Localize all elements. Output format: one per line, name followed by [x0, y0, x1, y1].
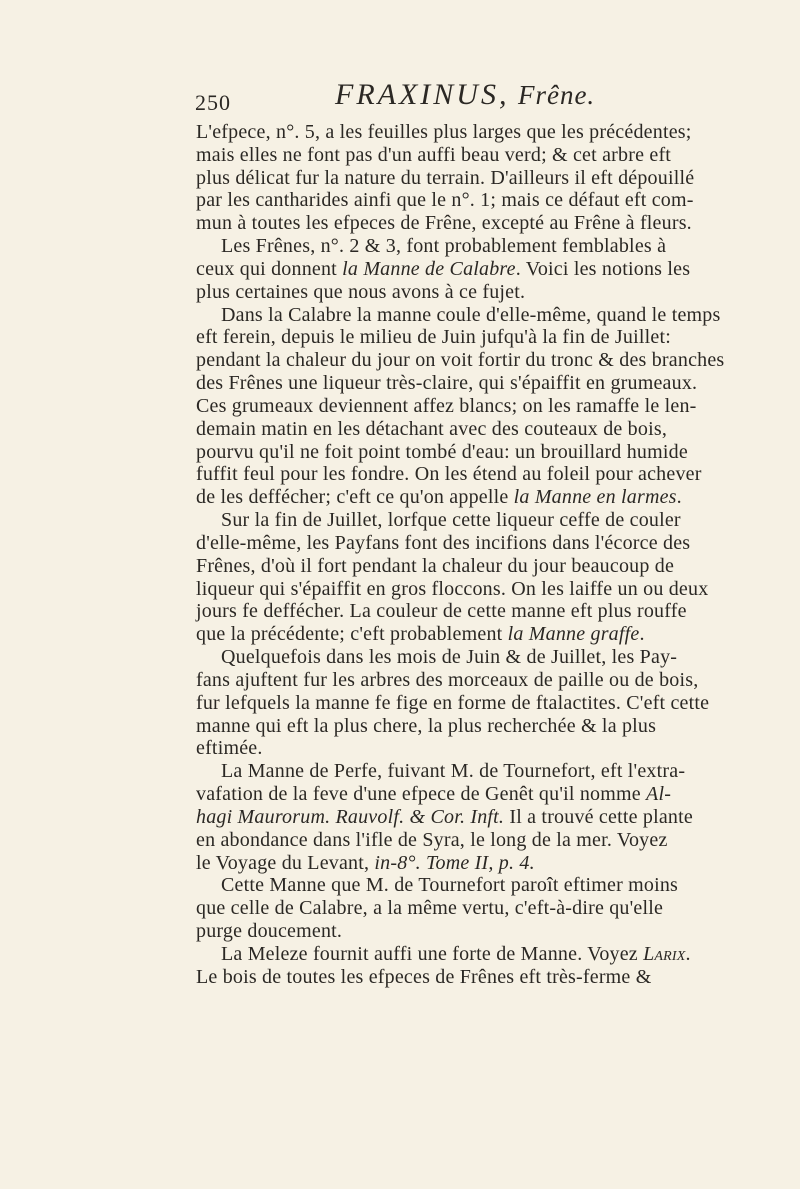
- italic-segment: la Manne graffe: [507, 623, 640, 646]
- text-line: plus certaines que nous avons à ce fujet.: [196, 280, 526, 303]
- text-line: Le bois de toutes les efpeces de Frênes eft très-ferme &: [196, 965, 652, 988]
- text-line: d'elle-même, les Payfans font des incifions dans l'écorce des: [196, 531, 691, 554]
- line-segment: La Meleze fournit auffi une forte de Manne. Voyez: [221, 942, 644, 965]
- text-line: manne qui eft la plus chere, la plus recherchée & la plus: [196, 714, 657, 737]
- text-line-with-smallcaps: [196, 943, 800, 966]
- body-text: [196, 121, 800, 988]
- text-line: Sur la fin de Juillet, lorfque cette liqueur ceffe de couler: [221, 509, 681, 532]
- running-title-french: Frêne.: [517, 80, 596, 110]
- italic-segment: in-8°. Tome II, p. 4.: [374, 851, 535, 874]
- text-line-with-italic: [196, 623, 800, 646]
- text-line-with-italic: [196, 806, 800, 829]
- italic-segment: la Manne en larmes: [513, 486, 677, 509]
- text-line: Frênes, d'où il fort pendant la chaleur du jour beaucoup de: [196, 554, 675, 577]
- running-title-latin: FRAXINUS: [335, 78, 499, 111]
- text-line: Cette Manne que M. de Tournefort paroît eftimer moins: [221, 874, 679, 897]
- line-segment: Il a trouvé cette plante: [504, 805, 693, 828]
- page-header: [195, 78, 635, 118]
- text-line: Quelquefois dans les mois de Juin & de Juillet, les Pay-: [221, 646, 678, 669]
- line-segment: que la précédente; c'eft probablement: [196, 623, 508, 646]
- text-line: liqueur qui s'épaiffit en gros floccons. On les laiffe un ou deux: [196, 577, 709, 600]
- text-line: demain matin en les détachant avec des couteaux de bois,: [196, 417, 668, 440]
- line-segment: ceux qui donnent: [196, 257, 343, 280]
- text-line-with-italic: [196, 852, 800, 875]
- text-line: en abondance dans l'ifle de Syra, le long de la mer. Voyez: [196, 828, 668, 851]
- text-line: que celle de Calabre, a la même vertu, c'eft-à-dire qu'elle: [196, 897, 664, 920]
- text-line: eftimée.: [196, 737, 263, 760]
- text-line: fans ajuftent fur les arbres des morceaux de paille ou de bois,: [196, 668, 699, 691]
- line-segment: . Voici les notions les: [515, 257, 691, 280]
- text-line: fur lefquels la manne fe fige en forme de ftalactites. C'eft cette: [196, 691, 710, 714]
- line-segment: le Voyage du Levant,: [196, 851, 375, 874]
- running-title: [335, 78, 595, 112]
- line-segment: vafation de la feve d'une efpece de Genêt qu'il nomme: [196, 783, 647, 806]
- text-line: mun à toutes les efpeces de Frêne, excepté au Frêne à fleurs.: [196, 212, 692, 235]
- text-line: La Manne de Perfe, fuivant M. de Tournefort, eft l'extra-: [221, 760, 686, 783]
- text-line: des Frênes une liqueur très-claire, qui s'épaiffit en grumeaux.: [196, 372, 698, 395]
- line-segment: .: [639, 623, 645, 646]
- text-line: eft ferein, depuis le milieu de Juin jufqu'à la fin de Juillet:: [196, 326, 671, 349]
- text-line: pendant la chaleur du jour on voit fortir du tronc & des branches: [196, 349, 725, 372]
- text-line: purge doucement.: [196, 919, 343, 942]
- running-title-separator: ,: [498, 78, 518, 111]
- text-line: mais elles ne font pas d'un auffi beau verd; & cet arbre eft: [196, 143, 672, 166]
- line-segment: .: [685, 942, 691, 965]
- text-line-with-italic: [196, 486, 800, 509]
- italic-segment: hagi Maurorum. Rauvolf. & Cor. Inft.: [196, 805, 505, 828]
- text-line: Dans la Calabre la manne coule d'elle-même, quand le temps: [221, 303, 721, 326]
- text-line: L'efpece, n°. 5, a les feuilles plus larges que les précédentes;: [196, 121, 692, 143]
- text-line: jours fe deffécher. La couleur de cette manne eft plus rouffe: [196, 600, 687, 623]
- page-number: 250: [195, 90, 231, 115]
- smallcaps-segment: Larix: [643, 942, 686, 965]
- italic-segment: Al-: [646, 783, 672, 806]
- text-line: fuffit feul pour les fondre. On les étend au foleil pour achever: [196, 463, 702, 486]
- text-line: plus délicat fur la nature du terrain. D'ailleurs il eft dépouillé: [196, 166, 695, 189]
- text-line: pourvu qu'il ne foit point tombé d'eau: un brouillard humide: [196, 440, 688, 463]
- text-line: Les Frênes, n°. 2 & 3, font probablement femblables à: [221, 235, 667, 258]
- text-line: par les cantharides ainfi que le n°. 1; mais ce défaut eft com-: [196, 189, 694, 212]
- text-line: Ces grumeaux deviennent affez blancs; on les ramaffe le len-: [196, 394, 697, 417]
- text-line-with-italic: [196, 783, 800, 806]
- line-segment: .: [676, 486, 682, 509]
- text-line-with-italic: [196, 258, 800, 281]
- line-segment: de les deffécher; c'eft ce qu'on appelle: [196, 486, 514, 509]
- italic-segment: la Manne de Calabre: [342, 257, 516, 280]
